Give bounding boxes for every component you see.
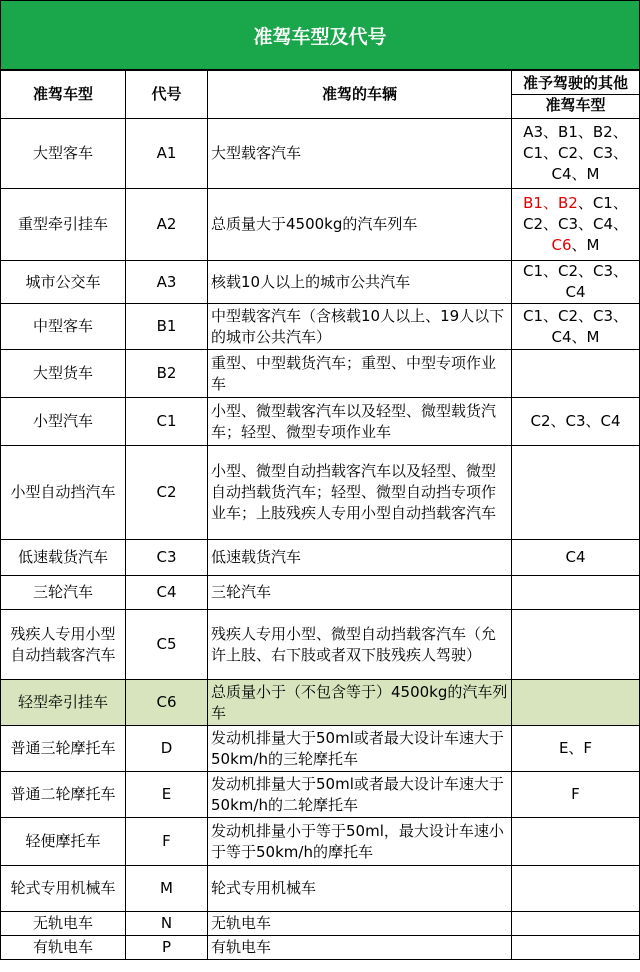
cell-vehicles: 轮式专用机械车 <box>208 866 512 912</box>
table-row <box>1 540 640 576</box>
cell-code: N <box>126 912 208 936</box>
table-row <box>1 189 640 261</box>
other-type-segment: 、C1、C2、C3、C4、 <box>522 194 629 233</box>
cell-code: A3 <box>126 261 208 304</box>
cell-vehicles: 发动机排量大于50ml或者最大设计车速大于50km/h的二轮摩托车 <box>208 772 512 818</box>
table-row <box>1 936 640 960</box>
cell-other <box>512 726 640 772</box>
table-row <box>1 772 640 818</box>
table-row <box>1 119 640 189</box>
other-type-segment: C2、C3、C4 <box>530 412 621 430</box>
cell-type: 小型自动挡汽车 <box>1 446 126 540</box>
cell-other <box>512 398 640 446</box>
cell-other <box>512 446 640 540</box>
cell-type: 中型客车 <box>1 304 126 350</box>
cell-code: C2 <box>126 446 208 540</box>
cell-vehicles: 无轨电车 <box>208 912 512 936</box>
cell-type: 轮式专用机械车 <box>1 866 126 912</box>
cell-type: 普通二轮摩托车 <box>1 772 126 818</box>
cell-other <box>512 304 640 350</box>
header-other-line2: 准驾车型 <box>512 94 639 116</box>
table-row <box>1 446 640 540</box>
table-row <box>1 866 640 912</box>
table-row <box>1 350 640 398</box>
cell-code: C5 <box>126 610 208 680</box>
cell-vehicles: 三轮汽车 <box>208 576 512 610</box>
cell-vehicles: 核载10人以上的城市公共汽车 <box>208 261 512 304</box>
cell-type: 有轨电车 <box>1 936 126 960</box>
cell-code: M <box>126 866 208 912</box>
cell-vehicles: 有轨电车 <box>208 936 512 960</box>
other-type-segment: F <box>571 785 580 803</box>
cell-type: 轻便摩托车 <box>1 818 126 866</box>
cell-type: 残疾人专用小型自动挡载客汽车 <box>1 610 126 680</box>
cell-vehicles: 小型、微型载客汽车以及轻型、微型载货汽车；轻型、微型专项作业车 <box>208 398 512 446</box>
cell-other <box>512 912 640 936</box>
table-body <box>1 119 640 960</box>
table-row <box>1 576 640 610</box>
table-row <box>1 261 640 304</box>
cell-vehicles: 低速载货汽车 <box>208 540 512 576</box>
other-type-segment: E、F <box>558 739 593 757</box>
cell-vehicles: 残疾人专用小型、微型自动挡载客汽车（允许上肢、右下肢或者双下肢残疾人驾驶） <box>208 610 512 680</box>
cell-other <box>512 350 640 398</box>
cell-vehicles: 大型载客汽车 <box>208 119 512 189</box>
cell-code: C6 <box>126 680 208 726</box>
table-row <box>1 912 640 936</box>
cell-code: C3 <box>126 540 208 576</box>
table-row <box>1 680 640 726</box>
cell-code: E <box>126 772 208 818</box>
cell-vehicles: 中型载客汽车（含核载10人以上、19人以下的城市公共汽车） <box>208 304 512 350</box>
cell-code: A2 <box>126 189 208 261</box>
cell-other <box>512 576 640 610</box>
header-other-line1: 准予驾驶的其他 <box>522 74 628 92</box>
header-type: 准驾车型 <box>1 71 126 119</box>
cell-type: 三轮汽车 <box>1 576 126 610</box>
cell-type: 无轨电车 <box>1 912 126 936</box>
table-row <box>1 818 640 866</box>
cell-vehicles: 总质量大于4500kg的汽车列车 <box>208 189 512 261</box>
cell-vehicles: 发动机排量小于等于50ml，最大设计车速小于等于50km/h的摩托车 <box>208 818 512 866</box>
other-type-segment: C6 <box>551 236 572 254</box>
header-code: 代号 <box>126 71 208 119</box>
other-type-segment: A3、B1、B2、C1、C2、C3、C4、M <box>522 123 629 183</box>
cell-other <box>512 610 640 680</box>
table-row <box>1 726 640 772</box>
license-table <box>0 70 640 960</box>
cell-other <box>512 680 640 726</box>
cell-vehicles: 重型、中型载货汽车；重型、中型专项作业车 <box>208 350 512 398</box>
cell-type: 城市公交车 <box>1 261 126 304</box>
cell-other <box>512 540 640 576</box>
cell-type: 大型客车 <box>1 119 126 189</box>
cell-code: C1 <box>126 398 208 446</box>
cell-type: 轻型牵引挂车 <box>1 680 126 726</box>
cell-other <box>512 189 640 261</box>
cell-code: A1 <box>126 119 208 189</box>
cell-other <box>512 119 640 189</box>
cell-type: 普通三轮摩托车 <box>1 726 126 772</box>
page-title: 准驾车型及代号 <box>0 0 640 70</box>
cell-other <box>512 772 640 818</box>
cell-type: 重型牵引挂车 <box>1 189 126 261</box>
cell-vehicles: 小型、微型自动挡载客汽车以及轻型、微型自动挡载货汽车；轻型、微型自动挡专项作业车；上肢残疾人专用小型自动挡载客汽车 <box>208 446 512 540</box>
cell-code: B2 <box>126 350 208 398</box>
other-type-segment: C1、C2、C3、C4、M <box>522 306 629 346</box>
other-type-segment: C4 <box>565 548 586 566</box>
other-type-segment: B1、B2 <box>523 194 578 212</box>
cell-other <box>512 936 640 960</box>
other-type-segment: C1、C2、C3、C4 <box>522 262 629 301</box>
cell-type: 大型货车 <box>1 350 126 398</box>
table-row <box>1 610 640 680</box>
table-row <box>1 304 640 350</box>
table-row <box>1 398 640 446</box>
header-other <box>512 71 640 119</box>
cell-code: C4 <box>126 576 208 610</box>
cell-code: F <box>126 818 208 866</box>
header-vehicles: 准驾的车辆 <box>208 71 512 119</box>
cell-code: D <box>126 726 208 772</box>
cell-other <box>512 866 640 912</box>
cell-other <box>512 818 640 866</box>
cell-code: B1 <box>126 304 208 350</box>
cell-other <box>512 261 640 304</box>
cell-vehicles: 发动机排量大于50ml或者最大设计车速大于50km/h的三轮摩托车 <box>208 726 512 772</box>
cell-vehicles: 总质量小于（不包含等于）4500kg的汽车列车 <box>208 680 512 726</box>
other-type-segment: 、M <box>571 236 600 254</box>
cell-type: 小型汽车 <box>1 398 126 446</box>
cell-type: 低速载货汽车 <box>1 540 126 576</box>
cell-code: P <box>126 936 208 960</box>
header-row <box>1 71 640 119</box>
